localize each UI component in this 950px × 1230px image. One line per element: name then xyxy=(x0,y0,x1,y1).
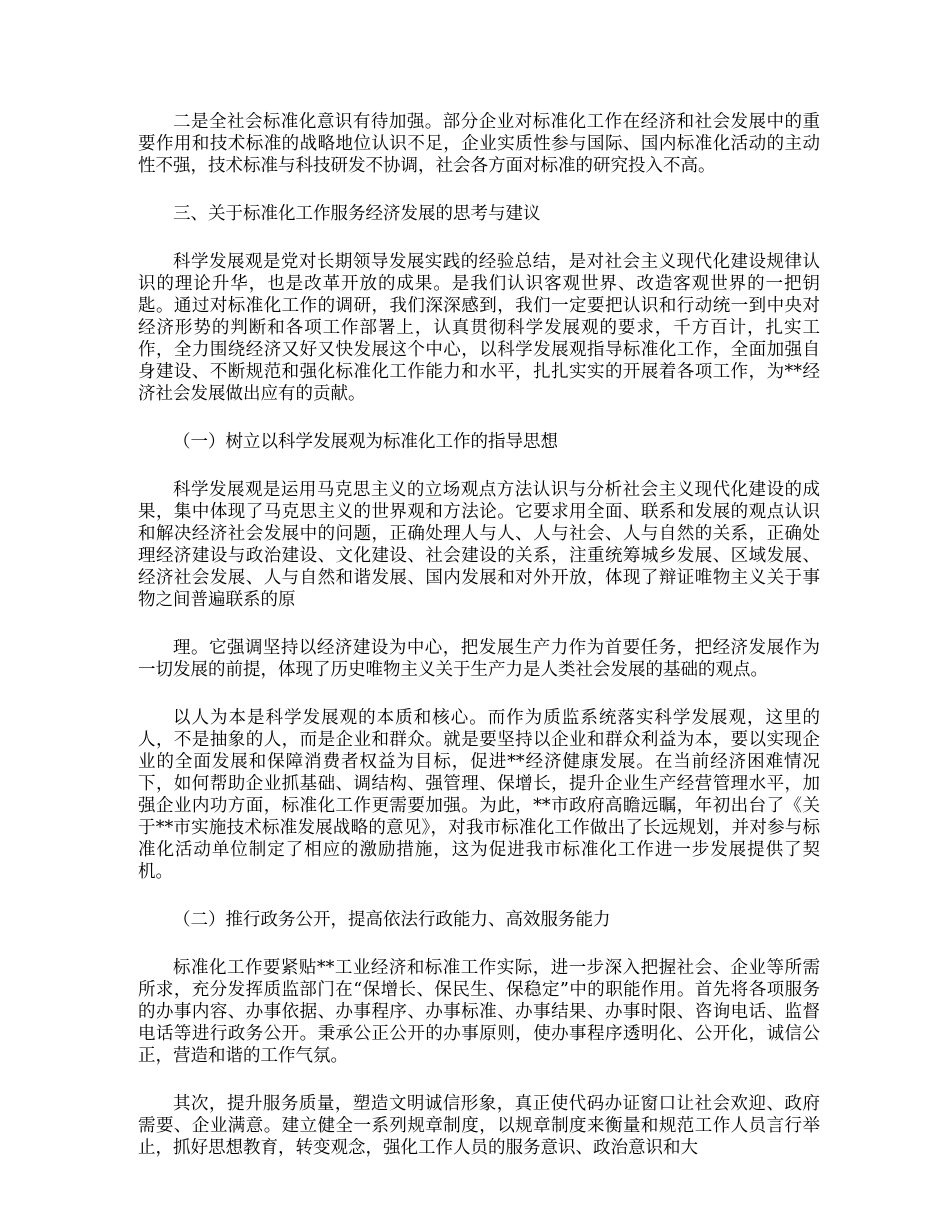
spacer xyxy=(138,611,820,637)
document-page xyxy=(138,111,820,1159)
paragraph-awareness: 二是全社会标准化意识有待加强。部分企业对标准化工作在经济和社会发展中的重要作用和技术标准的战略地位认识不足，企业实质性参与国际、国内标准化活动的主动性不强，技术标准与科技研发不协调，社会各方面对标准的研究投入不高。 xyxy=(138,112,820,176)
spacer xyxy=(138,225,820,251)
spacer xyxy=(138,883,820,909)
paragraph-marxism: 科学发展观是运用马克思主义的立场观点方法认识与分析社会主义现代化建设的成果，集中体现了马克思主义的世界观和方法论。它要求用全面、联系和发展的观点认识和解决经济社会发展中的问题，正确处理人与人、人与社会、人与自然的关系，正确处理经济建设与政治建设、文化建设、社会建设的关系，注重统筹城乡发展、区域发展、经济社会发展、人与自然和谐发展、国内发展和对外开放，体现了辩证唯物主义关于事物之间普遍联系的原 xyxy=(138,480,820,610)
paragraph-transparency: 标准化工作要紧贴**工业经济和标准工作实际，进一步深入把握社会、企业等所需所求，充分发挥质监部门在“保增长、保民生、保稳定”中的职能作用。首先将各项服务的办事内容、办事依据、办事程序、办事标准、办事结果、办事时限、咨询电话、监督电话等进行政务公开。秉承公正公开的办事原则，使办事程序透明化、公开化，诚信公正，营造和谐的工作气氛。 xyxy=(138,958,820,1066)
paragraph-scientific-outlook: 科学发展观是党对长期领导发展实践的经验总结，是对社会主义现代化建设规律认识的理论升华，也是改革开放的成果。是我们认识客观世界、改造客观世界的一把钥匙。通过对标准化工作的调研，我们深深感到，我们一定要把认识和行动统一到中央对经济形势的判断和各项工作部署上，认真贯彻科学发展观的要求，千方百计，扎实工作，全力围绕经济又好又快发展这个中心，以科学发展观指导标准化工作，全面加强自身建设、不断规范和强化标准化工作能力和水平，扎扎实实的开展着各项工作，为**经济社会发展做出应有的贡献。 xyxy=(138,252,820,404)
spacer xyxy=(138,177,820,203)
spacer xyxy=(138,1067,820,1093)
spacer xyxy=(138,405,820,431)
subheading-two: （二）推行政务公开，提高依法行政能力、高效服务能力 xyxy=(173,910,611,930)
paragraph-people-oriented: 以人为本是科学发展观的本质和核心。而作为质监系统落实科学发展观，这里的人，不是抽象的人，而是企业和群众。就是要坚持以企业和群众利益为本，要以实现企业的全面发展和保障消费者权益为目标，促进**经济健康发展。在当前经济困难情况下，如何帮助企业抓基础、调结构、强管理、保增长，提升企业生产经营管理水平，加强企业内功方面，标准化工作更需要加强。为此，**市政府高瞻远瞩，年初出台了《关于**市实施技术标准发展战略的意见》，对我市标准化工作做出了长远规划，并对参与标准化活动单位制定了相应的激励措施，这为促进我市标准化工作进一步发展提供了契机。 xyxy=(138,708,820,882)
spacer xyxy=(138,681,820,707)
spacer xyxy=(138,453,820,479)
paragraph-productivity: 理。它强调坚持以经济建设为中心，把发展生产力作为首要任务，把经济发展作为一切发展的前提，体现了历史唯物主义关于生产力是人类社会发展的基础的观点。 xyxy=(138,638,820,680)
paragraph-service-quality: 其次，提升服务质量，塑造文明诚信形象，真正使代码办证窗口让社会欢迎、政府需要、企业满意。建立健全一系列规章制度，以规章制度来衡量和规范工作人员言行举止，抓好思想教育，转变观念，强化工作人员的服务意识、政治意识和大 xyxy=(138,1094,820,1158)
spacer xyxy=(138,931,820,957)
subheading-one: （一）树立以科学发展观为标准化工作的指导思想 xyxy=(173,432,558,452)
section-heading-three: 三、关于标准化工作服务经济发展的思考与建议 xyxy=(173,204,541,224)
